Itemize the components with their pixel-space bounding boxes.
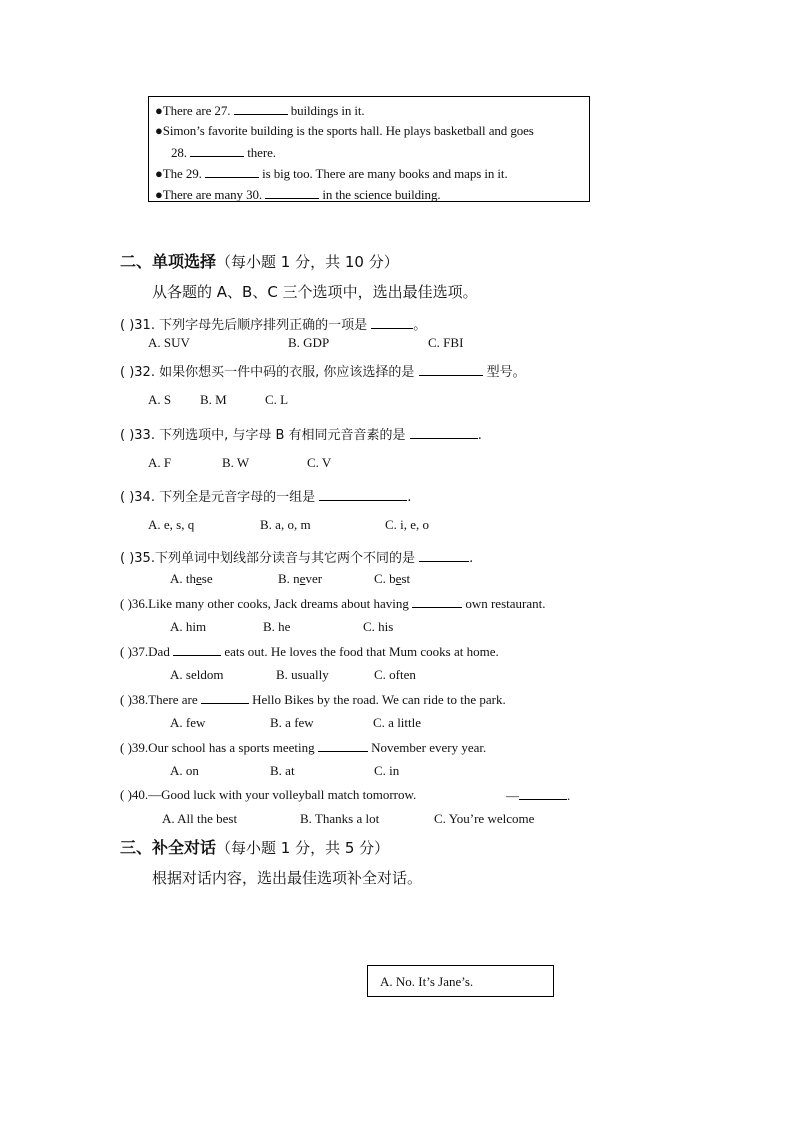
q37-option-c[interactable]: C. often [374, 667, 416, 682]
dialogue-option-a[interactable]: A. No. It’s Jane’s. [380, 974, 474, 989]
answer-blank-34[interactable] [319, 488, 407, 501]
section2-instruction: 从各题的 A、B、C 三个选项中，选出最佳选项。 [152, 283, 478, 301]
answer-blank-36[interactable] [412, 595, 462, 608]
answer-blank-37[interactable] [173, 643, 221, 656]
answer-blank-40[interactable] [519, 787, 567, 800]
q36-option-c[interactable]: C. his [363, 619, 394, 634]
box-line-29: ●The 29. is big too. There are many books and maps in it. [155, 166, 508, 181]
section2-heading: 二、单项选择（每小题 1 分，共 10 分） [120, 252, 399, 271]
question-40-reply: — . [506, 788, 571, 803]
box-line-28a: ●Simon’s favorite building is the sports hall. He plays basketball and goes [155, 123, 534, 138]
q34-option-b[interactable]: B. a, o, m [260, 517, 311, 532]
question-39: ( )39.Our school has a sports meeting November every year. [120, 740, 487, 755]
q38-option-b[interactable]: B. a few [270, 715, 314, 730]
dialogue-option-box [367, 965, 554, 997]
q40-option-b[interactable]: B. Thanks a lot [300, 811, 380, 826]
q36-option-b[interactable]: B. he [263, 619, 291, 634]
answer-blank-33[interactable] [410, 426, 478, 439]
question-33: ( )33. 下列选项中, 与字母 B 有相同元音音素的是 . [120, 428, 482, 443]
question-35: ( )35.下列单词中划线部分读音与其它两个不同的是 . [120, 551, 474, 566]
q37-option-b[interactable]: B. usually [276, 667, 329, 682]
answer-blank-35[interactable] [419, 549, 469, 562]
section3-heading: 三、补全对话（每小题 1 分，共 5 分） [120, 838, 390, 857]
q39-option-b[interactable]: B. at [270, 763, 295, 778]
q40-option-c[interactable]: C. You’re welcome [434, 811, 535, 826]
q32-option-c[interactable]: C. L [265, 392, 289, 407]
blank-30[interactable] [265, 186, 319, 199]
q38-option-c[interactable]: C. a little [373, 715, 422, 730]
q37-option-a[interactable]: A. seldom [170, 667, 224, 682]
answer-blank-31[interactable] [371, 316, 413, 329]
q35-option-b[interactable]: B. never [278, 571, 323, 586]
q38-option-a[interactable]: A. few [170, 715, 206, 730]
answer-blank-32[interactable] [419, 363, 483, 376]
q31-option-a[interactable]: A. SUV [148, 335, 190, 350]
question-34: ( )34. 下列全是元音字母的一组是 . [120, 490, 412, 505]
q33-option-c[interactable]: C. V [307, 455, 332, 470]
blank-28[interactable] [190, 144, 244, 157]
reading-passage-box [148, 96, 590, 202]
question-36: ( )36.Like many other cooks, Jack dreams about having own restaurant. [120, 596, 546, 611]
q35-option-a[interactable]: A. these [170, 571, 213, 586]
answer-blank-39[interactable] [318, 739, 368, 752]
q32-option-b[interactable]: B. M [200, 392, 227, 407]
box-line-27: ●There are 27. buildings in it. [155, 103, 365, 118]
question-38: ( )38.There are Hello Bikes by the road. We can ride to the park. [120, 692, 506, 707]
q33-option-b[interactable]: B. W [222, 455, 250, 470]
q33-option-a[interactable]: A. F [148, 455, 172, 470]
q36-option-a[interactable]: A. him [170, 619, 207, 634]
box-line-28b: 28. there. [171, 145, 276, 160]
answer-blank-38[interactable] [201, 691, 249, 704]
section3-instruction: 根据对话内容，选出最佳选项补全对话。 [152, 869, 423, 887]
q31-option-b[interactable]: B. GDP [288, 335, 330, 350]
question-40: ( )40.—Good luck with your volleyball match tomorrow. [120, 787, 417, 802]
q32-option-a[interactable]: A. S [148, 392, 172, 407]
q34-option-a[interactable]: A. e, s, q [148, 517, 195, 532]
box-line-30: ●There are many 30. in the science building. [155, 187, 441, 202]
q39-option-a[interactable]: A. on [170, 763, 199, 778]
q35-option-c[interactable]: C. best [374, 571, 411, 586]
q40-option-a[interactable]: A. All the best [162, 811, 238, 826]
q39-option-c[interactable]: C. in [374, 763, 400, 778]
q34-option-c[interactable]: C. i, e, o [385, 517, 430, 532]
blank-29[interactable] [205, 165, 259, 178]
q31-option-c[interactable]: C. FBI [428, 335, 464, 350]
question-31: ( )31. 下列字母先后顺序排列正确的一项是 。 [120, 318, 427, 333]
question-37: ( )37.Dad eats out. He loves the food that Mum cooks at home. [120, 644, 499, 659]
question-32: ( )32. 如果你想买一件中码的衣服, 你应该选择的是 型号。 [120, 365, 526, 380]
blank-27[interactable] [234, 102, 288, 115]
